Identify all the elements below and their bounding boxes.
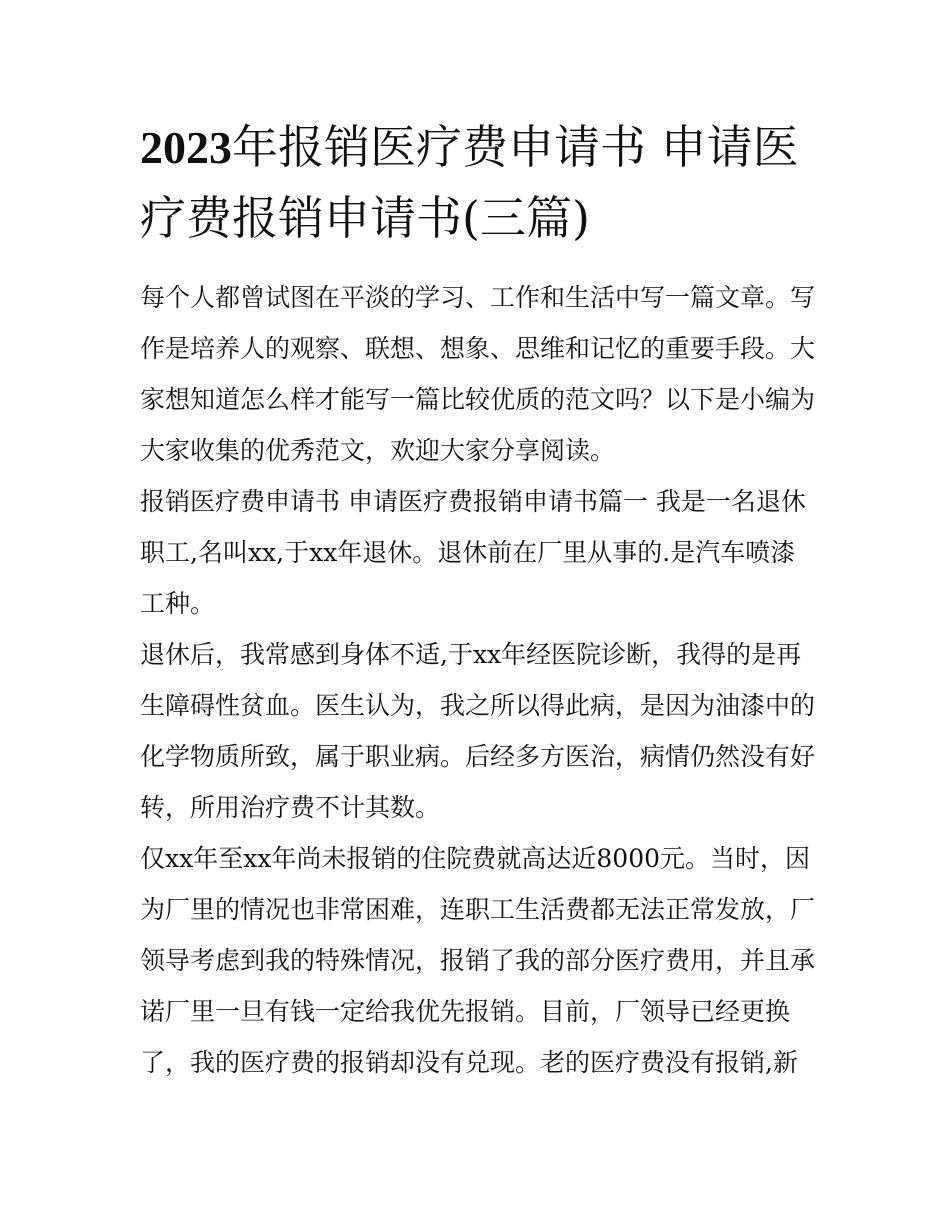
paragraph-intro: 每个人都曾试图在平淡的学习、工作和生活中写一篇文章。写作是培养人的观察、联想、想象、思维和记忆的重要手段。大家想知道怎么样才能写一篇比较优质的范文吗？以下是小编为大家收集的优秀范文，欢迎大家分享阅读。 [140,283,816,465]
paragraph-letter-opening: 报销医疗费申请书 申请医疗费报销申请书篇一 我是一名退休职工,名叫xx,于xx年退休。退休前在厂里从事的.是汽车喷漆工种。 [140,487,806,618]
document-title [140,112,820,253]
paragraph-illness: 退休后，我常感到身体不适,于xx年经医院诊断，我得的是再生障碍性贫血。医生认为，我之所以得此病，是因为油漆中的化学物质所致，属于职业病。后经多方医治，病情仍然没有好转，所用治疗费不计其数。 [140,640,816,822]
title-year: 2023 [140,122,232,173]
document-body [140,272,820,1088]
paragraph-expenses: 仅xx年至xx年尚未报销的住院费就高达近8000元。当时，因为厂里的情况也非常困难，连职工生活费都无法正常发放，厂领导考虑到我的特殊情况，报销了我的部分医疗费用，并且承诺厂里一旦有钱一定给我优先报销。目前，厂领导已经更换了，我的医疗费的报销却没有兑现。老的医疗费没有报销,新 [140,844,816,1077]
title-text: 年报销医疗费申请书 申请医疗费报销申请书(三篇) [140,120,799,245]
